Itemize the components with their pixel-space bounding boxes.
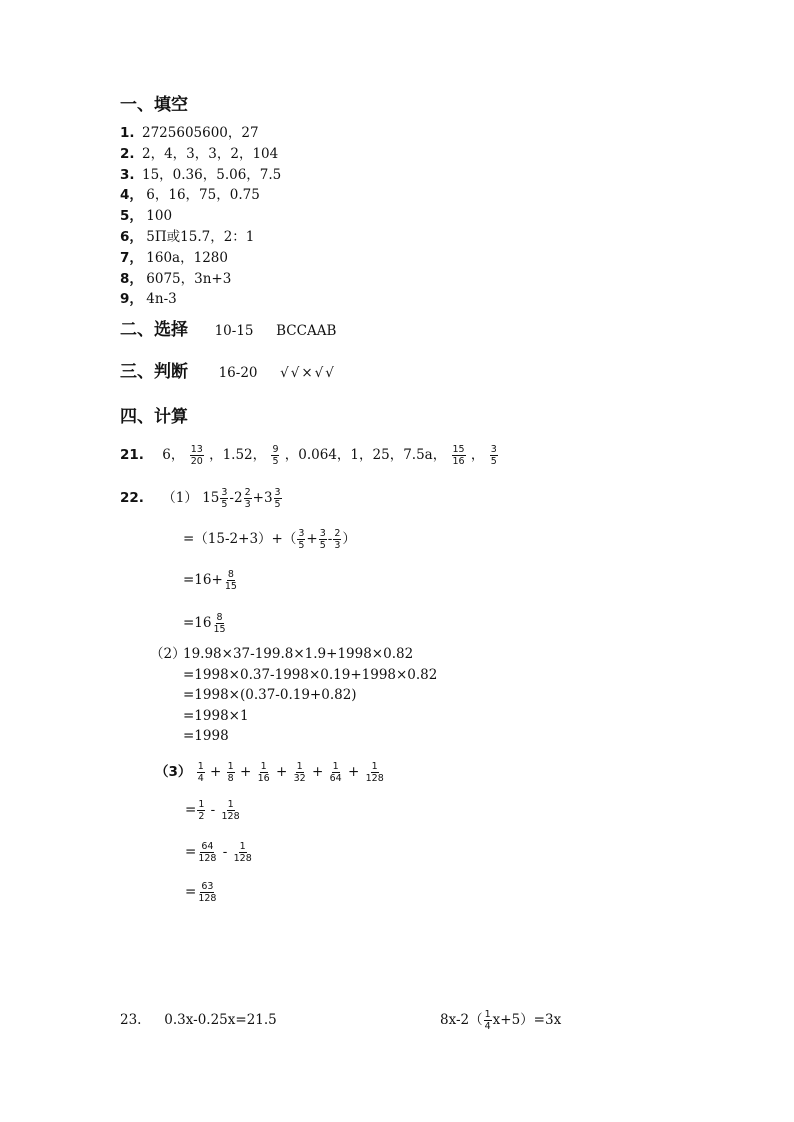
- calc-step: =1998×1: [183, 707, 249, 724]
- fraction: $\frac{15}{16}$: [452, 444, 465, 467]
- fraction: $\frac{3}{5}$: [319, 528, 326, 551]
- section-judge-title: 三、判断: [120, 362, 188, 382]
- fill-blank-item: [120, 206, 281, 227]
- fraction: $\frac{2}{3}$: [334, 528, 341, 551]
- operator: =: [185, 844, 197, 860]
- calc-step: [185, 880, 218, 904]
- fraction: $\frac{8}{15}$: [213, 612, 226, 635]
- operator: -: [222, 844, 228, 860]
- whole-number: 2: [233, 490, 243, 506]
- item-answer: 6，16，75，0.75: [142, 187, 260, 204]
- fill-blank-item: [120, 165, 281, 186]
- operator: +: [276, 764, 288, 780]
- calc-step: =1998: [183, 728, 229, 744]
- part-label: （3）: [155, 764, 192, 780]
- item-answer: 2，4，3，3，2，104: [142, 145, 279, 162]
- choice-answers: BCCAAB: [276, 323, 337, 339]
- fraction: $\frac{1}{8}$: [227, 761, 234, 784]
- fill-blank-item: [120, 269, 281, 290]
- judge-range: 16-20: [218, 365, 258, 381]
- fill-blank-item: [120, 227, 281, 248]
- fraction: $\frac{1}{128}$: [221, 799, 240, 822]
- item-number: 7，: [120, 249, 143, 266]
- fraction: $\frac{8}{15}$: [224, 569, 237, 592]
- answer-text: ，1.52，: [209, 447, 267, 463]
- operator: =: [185, 884, 197, 900]
- answer-text: 6，: [162, 447, 185, 463]
- item-number: 5，: [120, 208, 143, 225]
- fraction: $\frac{1}{4}$: [484, 1009, 491, 1032]
- operator: -: [327, 531, 333, 547]
- calc-step: [185, 798, 242, 822]
- operator: +: [240, 764, 252, 780]
- question-number: 23.: [120, 1012, 142, 1028]
- calc-step: =1998×0.37-1998×0.19+1998×0.82: [183, 666, 438, 683]
- fraction: $\frac{3}{5}$: [274, 487, 281, 510]
- fill-blank-item: [120, 144, 281, 165]
- fraction: $\frac{13}{20}$: [190, 444, 203, 467]
- calc-step: =1998×(0.37-0.19+0.82): [183, 687, 357, 703]
- fraction: $\frac{1}{128}$: [365, 761, 384, 784]
- equation-2: [440, 1008, 561, 1032]
- item-answer: 15，0.36，5.06，7.5: [142, 166, 282, 183]
- fraction: $\frac{3}{5}$: [490, 444, 497, 467]
- operator: -: [229, 490, 234, 506]
- section-choice-title: 二、选择: [120, 320, 188, 340]
- calc-step: [183, 527, 356, 551]
- answer-text: ，: [470, 447, 485, 463]
- item-answer: 160a，1280: [142, 249, 228, 266]
- fraction: $\frac{1}{16}$: [257, 761, 270, 784]
- fill-blank-list: [120, 123, 281, 310]
- fraction: $\frac{3}{5}$: [221, 487, 228, 510]
- fraction: $\frac{1}{4}$: [197, 761, 204, 784]
- step-text: =（15-2+3）+（: [183, 531, 297, 547]
- question-22-part-3: [155, 760, 386, 784]
- fill-blank-item: [120, 123, 281, 144]
- step-text: ）: [342, 531, 356, 547]
- question-22-part-2: [150, 644, 437, 747]
- question-21: [120, 443, 499, 467]
- item-number: 2.: [120, 145, 135, 162]
- step-text: =16+: [183, 572, 223, 588]
- operator: =: [185, 802, 197, 818]
- fraction: $\frac{1}{2}$: [198, 799, 205, 822]
- section-judge: [120, 362, 336, 382]
- judge-answers: √√×√√: [280, 365, 336, 381]
- whole-number: 15: [202, 490, 220, 506]
- fraction: $\frac{1}{32}$: [293, 761, 306, 784]
- item-number: 9，: [120, 291, 143, 308]
- section-fill-blank-title: 一、填空: [120, 95, 188, 115]
- item-number: 6，: [120, 228, 143, 245]
- fraction: $\frac{63}{128}$: [198, 881, 217, 904]
- calc-step: [183, 568, 239, 592]
- fill-blank-item: [120, 289, 281, 310]
- fraction: $\frac{1}{64}$: [329, 761, 342, 784]
- question-22: [120, 486, 283, 510]
- item-answer: 4n-3: [142, 291, 177, 308]
- operator: -: [210, 802, 216, 818]
- item-answer: 100: [142, 208, 173, 225]
- operator: +: [210, 764, 222, 780]
- fraction: $\frac{3}{5}$: [298, 528, 305, 551]
- question-number: 22.: [120, 490, 144, 506]
- calc-step: [185, 840, 254, 864]
- fraction: $\frac{9}{5}$: [272, 444, 279, 467]
- section-calc-title: 四、计算: [120, 407, 188, 427]
- whole-number: 3: [263, 490, 273, 506]
- calc-step: [183, 611, 228, 635]
- operator: +: [252, 490, 264, 506]
- fill-blank-item: [120, 248, 281, 269]
- part-label: （1）: [162, 490, 198, 506]
- item-number: 4，: [120, 187, 143, 204]
- question-number: 21.: [120, 447, 144, 463]
- equation-text: x+5）=3x: [492, 1012, 562, 1028]
- equation-text: 8x-2（: [440, 1012, 483, 1028]
- fraction: $\frac{2}{3}$: [244, 487, 251, 510]
- item-number: 8，: [120, 270, 143, 287]
- item-answer: 2725605600，27: [142, 125, 259, 141]
- operator: +: [306, 531, 318, 547]
- choice-range: 10-15: [214, 323, 254, 339]
- part-label: （2）: [150, 646, 186, 662]
- section-choice: [120, 320, 336, 340]
- item-answer: 5П或15.7，2：1: [142, 228, 255, 245]
- fraction: $\frac{64}{128}$: [198, 841, 217, 864]
- operator: +: [348, 764, 360, 780]
- equation-1: 0.3x-0.25x=21.5: [164, 1012, 277, 1028]
- fraction: $\frac{1}{128}$: [233, 841, 252, 864]
- item-answer: 6075，3n+3: [142, 270, 232, 287]
- calc-step: 19.98×37-199.8×1.9+1998×0.82: [183, 646, 414, 662]
- answer-text: ，0.064，1，25，7.5a，: [284, 447, 447, 463]
- operator: +: [312, 764, 324, 780]
- item-number: 3.: [120, 166, 135, 183]
- item-number: 1.: [120, 125, 135, 141]
- fill-blank-item: [120, 185, 281, 206]
- step-text: =16: [183, 615, 212, 631]
- question-23: [120, 1008, 277, 1032]
